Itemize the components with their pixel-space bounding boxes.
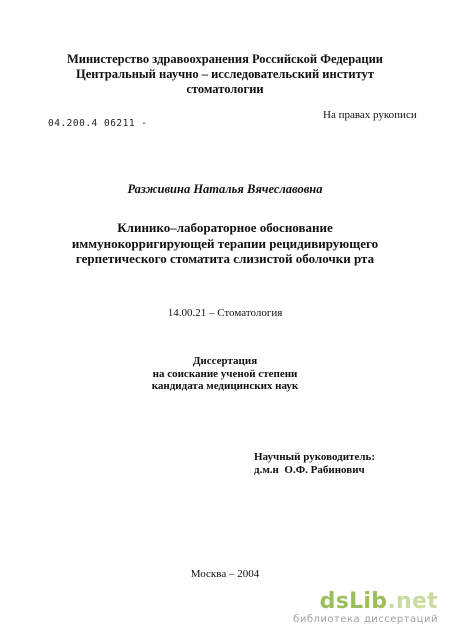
title-line-1: Клинико–лабораторное обоснование xyxy=(117,220,333,235)
degree-block xyxy=(0,355,450,393)
degree-line-1: Диссертация xyxy=(192,355,258,367)
logo-main: dsLib xyxy=(319,589,388,614)
degree-line-3: кандидата медицинских наук xyxy=(151,380,299,392)
title-line-2: иммунокорригирующей терапии рецидивирующего xyxy=(71,235,379,251)
title-line-3: герпетического стоматита слизистой оболочки рта xyxy=(75,251,375,266)
supervisor-name: д.м.н О.Ф. Рабинович xyxy=(254,464,365,476)
author-name: Разживина Наталья Вячеславовна xyxy=(127,182,323,196)
logo-tld: .net xyxy=(387,589,438,614)
header-line-institute: Центральный научно – исследовательский институт xyxy=(76,67,374,81)
dissertation-title xyxy=(0,220,450,267)
header-line-ministry: Министерство здравоохранения Российской Федерации xyxy=(66,52,384,66)
institution-header xyxy=(0,52,450,97)
supervisor-label: Научный руководитель: xyxy=(254,451,375,463)
registration-stamp: 04.200.4 06211 - xyxy=(48,118,148,129)
specialty-code: 14.00.21 – Стоматология xyxy=(167,307,283,319)
manuscript-rights-note: На правах рукописи xyxy=(323,109,417,121)
dslib-watermark[interactable] xyxy=(293,590,438,625)
dslib-logo xyxy=(293,590,438,614)
degree-line-2: на соискание ученой степени xyxy=(152,367,298,380)
header-line-field: стоматологии xyxy=(186,82,264,96)
watermark-subtitle: библиотека диссертаций xyxy=(293,614,438,625)
supervisor-block xyxy=(254,451,375,477)
city-year: Москва – 2004 xyxy=(190,568,260,580)
